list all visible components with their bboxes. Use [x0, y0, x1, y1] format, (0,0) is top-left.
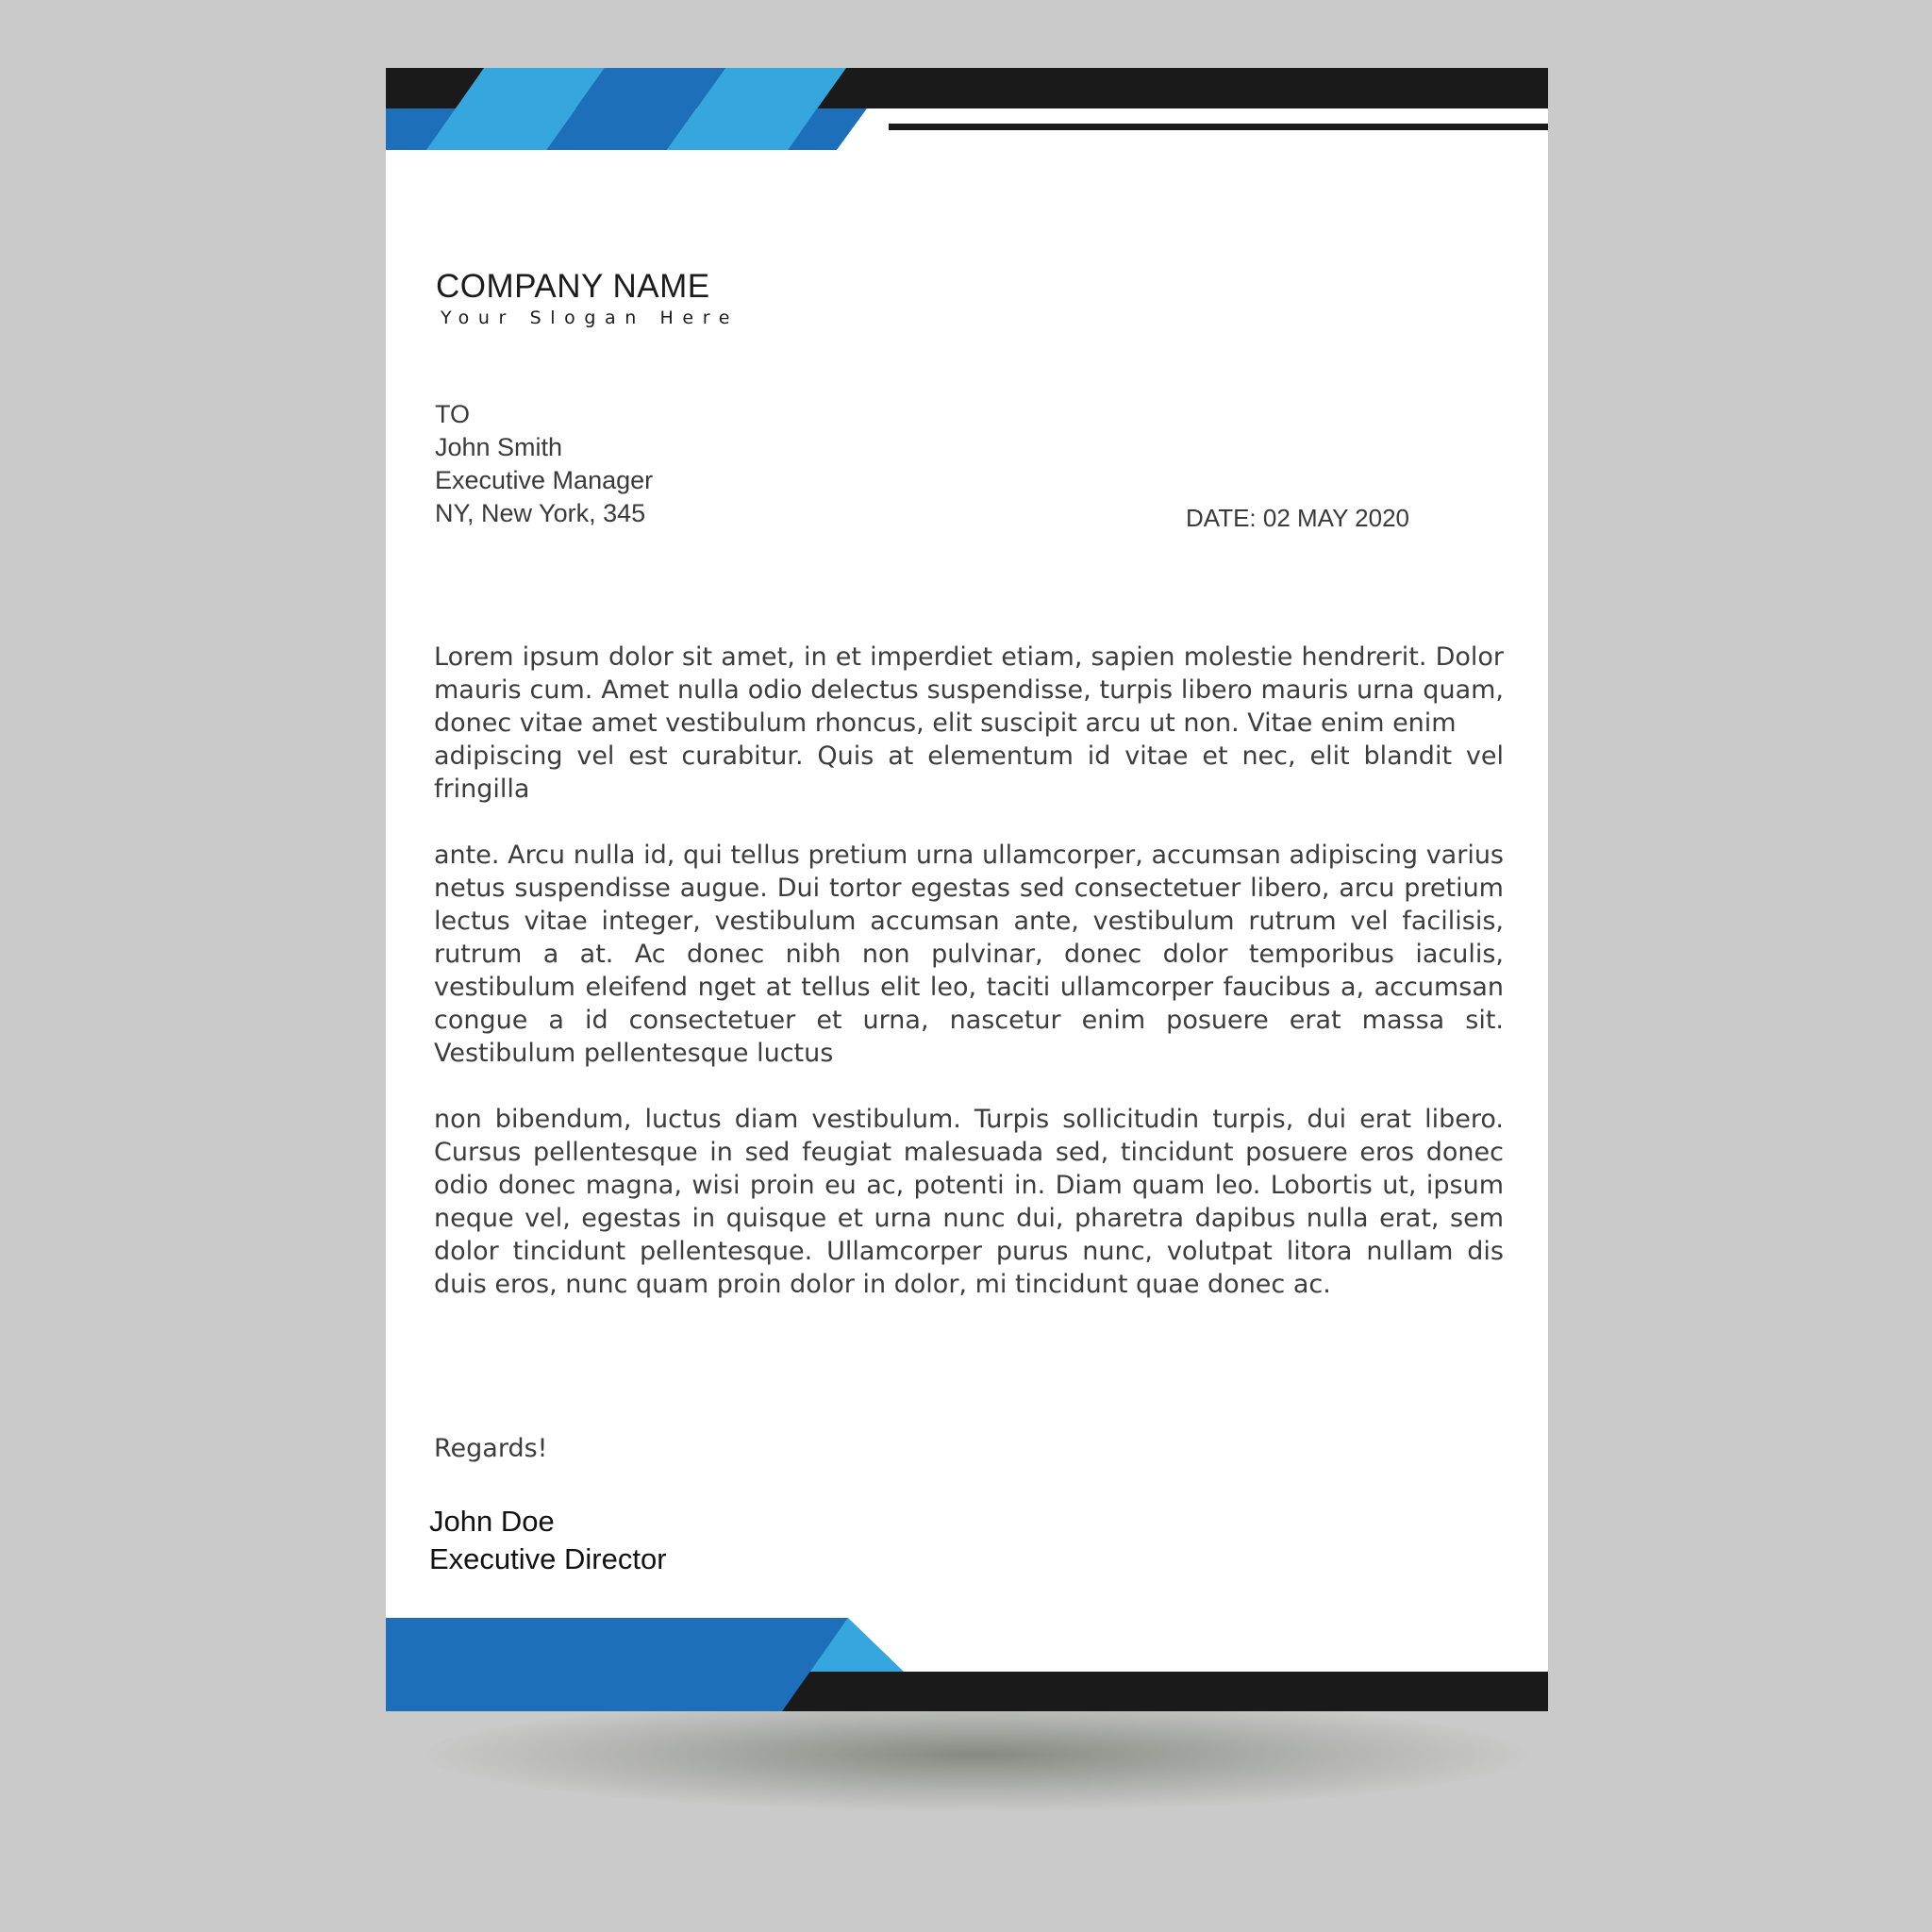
header-thin-rule — [889, 124, 1548, 130]
company-name: COMPANY NAME — [436, 268, 710, 305]
page-shadow — [425, 1698, 1528, 1811]
closing-regards: Regards! — [434, 1434, 548, 1463]
letterhead-page — [386, 68, 1548, 1711]
recipient-title: Executive Manager — [435, 466, 654, 494]
footer-blue-band — [386, 1618, 848, 1711]
letter-body — [434, 641, 1504, 1334]
signer-title: Executive Director — [429, 1542, 667, 1575]
recipient-address: NY, New York, 345 — [435, 499, 646, 527]
signer-name: John Doe — [429, 1505, 555, 1538]
body-paragraph-2: ante. Arcu nulla id, qui tellus pretium urna ullamcorper, accumsan adipiscing varius netus suspendisse augue. Dui tortor egestas sed consectetuer libero, arcu pretium lectus vitae integer, vestibulum accumsan ante, vestibulum rutrum vel facilisis, rutrum a at. Ac donec nibh non pulvinar, donec dolor temporibus iaculis, vestibulum eleifend nget at tellus elit leo, taciti ullamcorper faucibus a, accumsan congue a id consectetuer et urna, nascetur enim posuere erat massa sit. Vestibulum pellentesque luctus — [434, 841, 1504, 1068]
body-paragraph-3: non bibendum, luctus diam vestibulum. Turpis sollicitudin turpis, dui erat libero. Cursus pellentesque in sed feugiat malesuada sed, tincidunt posuere eros donec odio donec magna, wisi proin eu ac, potenti in. Diam quam leo. Lobortis ut, ipsum neque vel, egestas in quisque et urna nunc dui, pharetra dapibus nulla erat, sem dolor tincidunt pellentesque. Ullamcorper purus nunc, volutpat litora nullam dis duis eros, nunc quam proin dolor in dolor, mi tincidunt quae donec ac. — [434, 1105, 1504, 1299]
recipient-name: John Smith — [435, 433, 563, 461]
letter-date: DATE: 02 MAY 2020 — [1186, 504, 1410, 532]
body-paragraph-1: Lorem ipsum dolor sit amet, in et imperdiet etiam, sapien molestie hendrerit. Dolor mauris cum. Amet nulla odio delectus suspendisse, turpis libero mauris urna quam, donec vitae amet vestibulum rhoncus, elit suscipit arcu ut non. Vitae enim enim adipiscing vel est curabitur. Quis at elementum id vitae et nec, elit blandit vel fringilla — [434, 642, 1504, 804]
signature-block — [429, 1503, 667, 1578]
recipient-to-label: TO — [435, 400, 471, 428]
company-slogan: Your Slogan Here — [441, 308, 740, 328]
recipient-block — [435, 398, 653, 530]
footer-black-bar — [782, 1672, 1548, 1711]
